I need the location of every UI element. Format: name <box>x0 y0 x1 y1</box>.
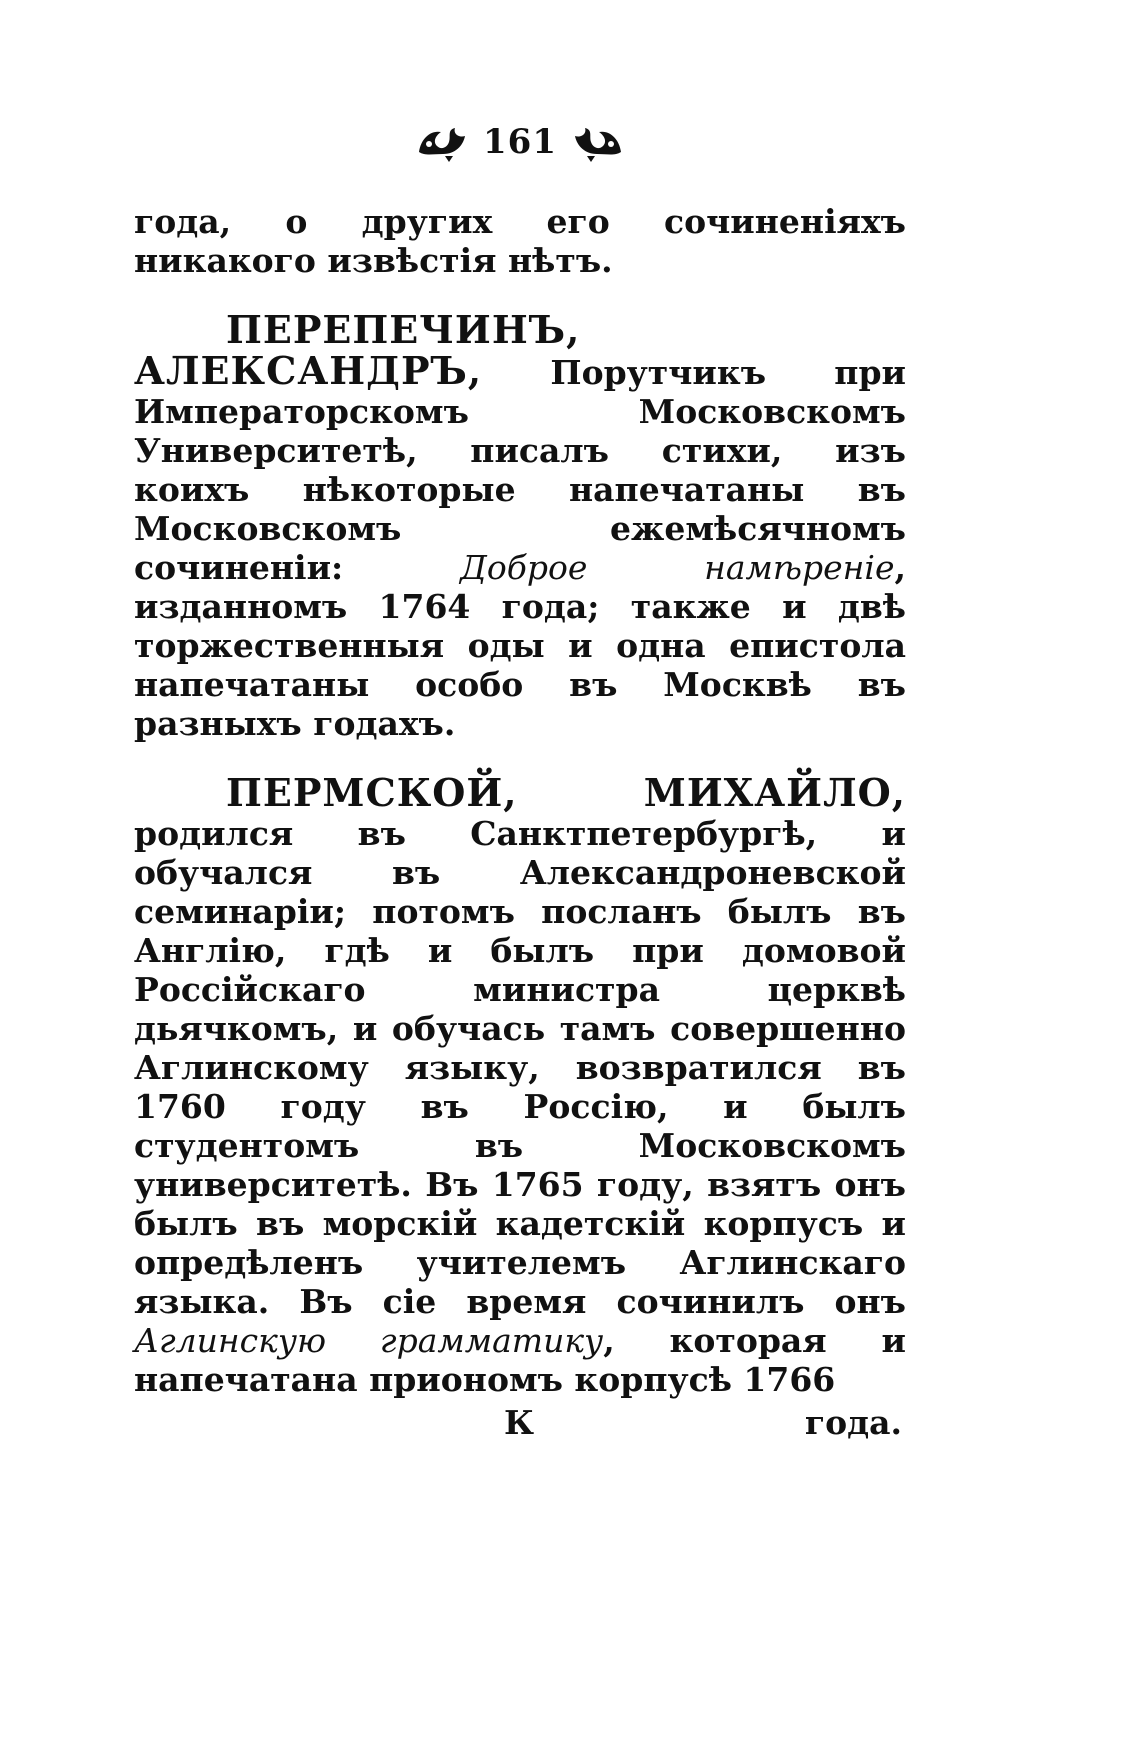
page-number: 161 <box>483 122 557 162</box>
book-title-italic: Доброе намѣреніе <box>343 548 895 587</box>
book-page <box>130 100 910 1700</box>
fleuron-ornament-right-icon <box>571 122 625 162</box>
page-header <box>130 112 910 172</box>
entry-text: родился въ Санктпетербургѣ, и обучался въ Александроневской семинаріи; потомъ посланъ былъ въ Англію, гдѣ и былъ при домовой Россійскаго министра церквѣ дьячкомъ, и обучась тамъ совершенно Аглинскому языку, возвратился въ 1760 году въ Россію, и былъ студентомъ въ Московскомъ университетѣ. Въ 1765 году, взятъ онъ былъ въ морскій кадетскій корпусъ и опредѣленъ учителемъ Аглинскаго языка. Въ сіе время сочинилъ онъ <box>134 814 906 1321</box>
catchword: года. <box>804 1403 902 1442</box>
entry-heading-perepechin: ПЕРЕПЕЧИНЪ, АЛЕКСАНДРЪ, <box>134 307 581 393</box>
entry-text-continued: , которая и напечатана приономъ корпусѣ 1766 <box>134 1321 906 1399</box>
paragraph-text: года, о других его сочиненіяхъ никакого извѣстія нѣтъ. <box>134 202 906 280</box>
entry-text: Порутчикъ при Императорскомъ Московскомъ Университетѣ, писалъ стихи, изъ коихъ нѣкоторые напечатаны въ Московскомъ ежемѣсячномъ сочиненіи: <box>134 353 906 587</box>
entry-heading-permskoy: ПЕРМСКОЙ, МИХАЙЛО, <box>226 770 906 815</box>
book-title-italic: Аглинскую грамматику <box>134 1321 604 1360</box>
page-body <box>134 202 906 1443</box>
entry-permskoy <box>134 770 906 1399</box>
entry-text-continued: , изданномъ 1764 года; также и двѣ торжественныя оды и одна епистола напечатаны особо въ Москвѣ въ разныхъ годахъ. <box>134 548 906 743</box>
paragraph-continuation <box>134 202 906 280</box>
signature-mark: К <box>504 1403 535 1442</box>
fleuron-ornament-left-icon <box>415 122 469 162</box>
entry-perepechin <box>134 307 906 743</box>
page-footer-line <box>134 1403 906 1443</box>
